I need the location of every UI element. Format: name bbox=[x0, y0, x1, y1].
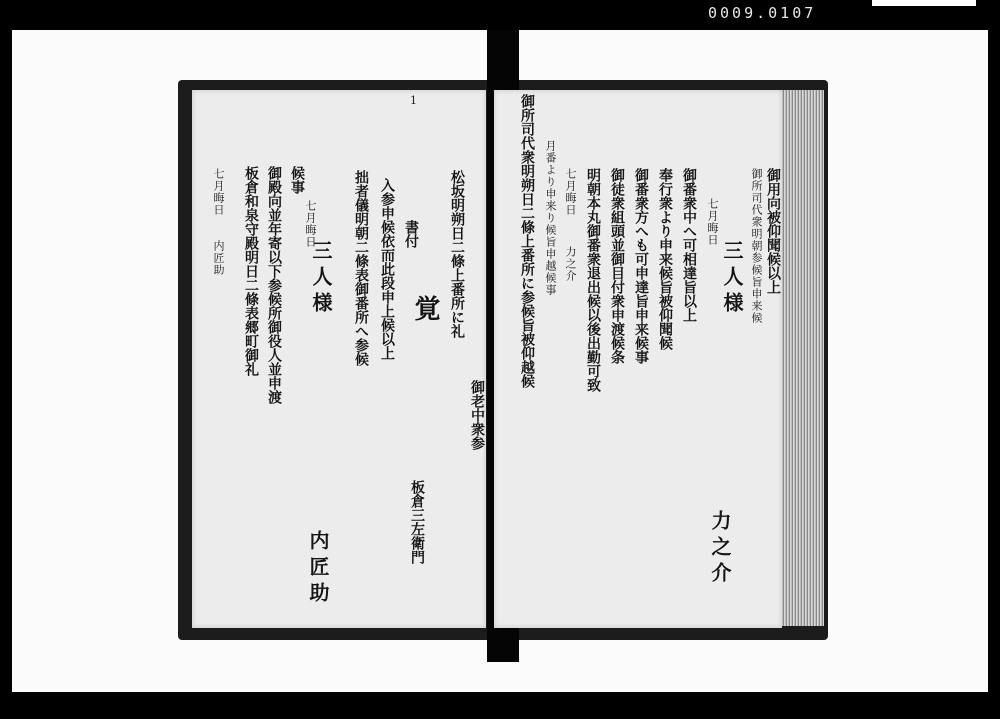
left-date-heading-1: 七月晦日 bbox=[212, 168, 225, 216]
left-signature-naishoku: 内匠助 bbox=[306, 530, 330, 608]
right-page bbox=[494, 90, 782, 628]
left-line-3: 候事 bbox=[289, 166, 305, 194]
left-page-columns bbox=[192, 90, 486, 628]
left-date-heading-2: 七月晦日 bbox=[304, 200, 317, 248]
left-signature-itakura: 板倉三左衛門 bbox=[409, 480, 425, 564]
right-signature-rikinosuke: 力之介 bbox=[708, 510, 732, 588]
left-label-shotai: 書付 bbox=[403, 220, 419, 248]
right-heading-sannin-r: 三人様 bbox=[720, 240, 744, 318]
corner-tab bbox=[872, 0, 976, 6]
left-line-1: 板倉和泉守殿明日二條表郷町御礼 bbox=[243, 166, 259, 376]
right-line-r9: 御用向被仰聞候以上 bbox=[765, 168, 781, 294]
right-line-r5: 御番衆方へも可申達旨申来候事 bbox=[633, 168, 649, 364]
right-line-r4: 御徒衆組頭並御目付衆申渡候条 bbox=[609, 168, 625, 364]
left-line-4: 拙者儀明朝二條表御番所へ参候 bbox=[353, 170, 369, 366]
frame-counter: 0009.0107 bbox=[708, 4, 817, 22]
left-heading-oboe: 覚 bbox=[410, 295, 440, 321]
right-date-heading-r2: 七月晦日 bbox=[706, 198, 719, 246]
right-line-r8: 御所司代衆明朝参候旨申来候 bbox=[750, 168, 763, 324]
right-line-r7: 御番衆中へ可相達旨以上 bbox=[681, 168, 697, 322]
right-name-r1: 力之介 bbox=[564, 246, 577, 282]
right-line-r2: 月番より申来り候旨申越候事 bbox=[544, 140, 557, 296]
left-line-5: 入参申候依而此段申上候以上 bbox=[379, 178, 395, 360]
left-line-6: 松坂明朔日二條上番所に礼 bbox=[449, 170, 465, 338]
page-mark: 1 bbox=[410, 94, 417, 107]
left-name-1: 内匠助 bbox=[212, 240, 225, 276]
left-line-7: 御老中衆参 bbox=[469, 380, 485, 450]
left-page bbox=[192, 90, 486, 628]
right-line-r3: 明朝本丸御番衆退出候以後出勤可致 bbox=[585, 168, 601, 392]
right-date-heading-r1: 七月晦日 bbox=[564, 168, 577, 216]
left-line-2: 御殿向並年寄以下参候所御役人並申渡 bbox=[266, 166, 282, 404]
right-line-r6: 奉行衆より申来候旨被仰聞候 bbox=[657, 168, 673, 350]
page-stack-edge bbox=[782, 90, 824, 626]
left-heading-sannin: 三人様 bbox=[309, 240, 333, 318]
right-page-columns bbox=[494, 90, 782, 628]
right-line-r1: 御所司代衆明朔日二條上番所に参候旨被仰越候 bbox=[519, 94, 535, 388]
